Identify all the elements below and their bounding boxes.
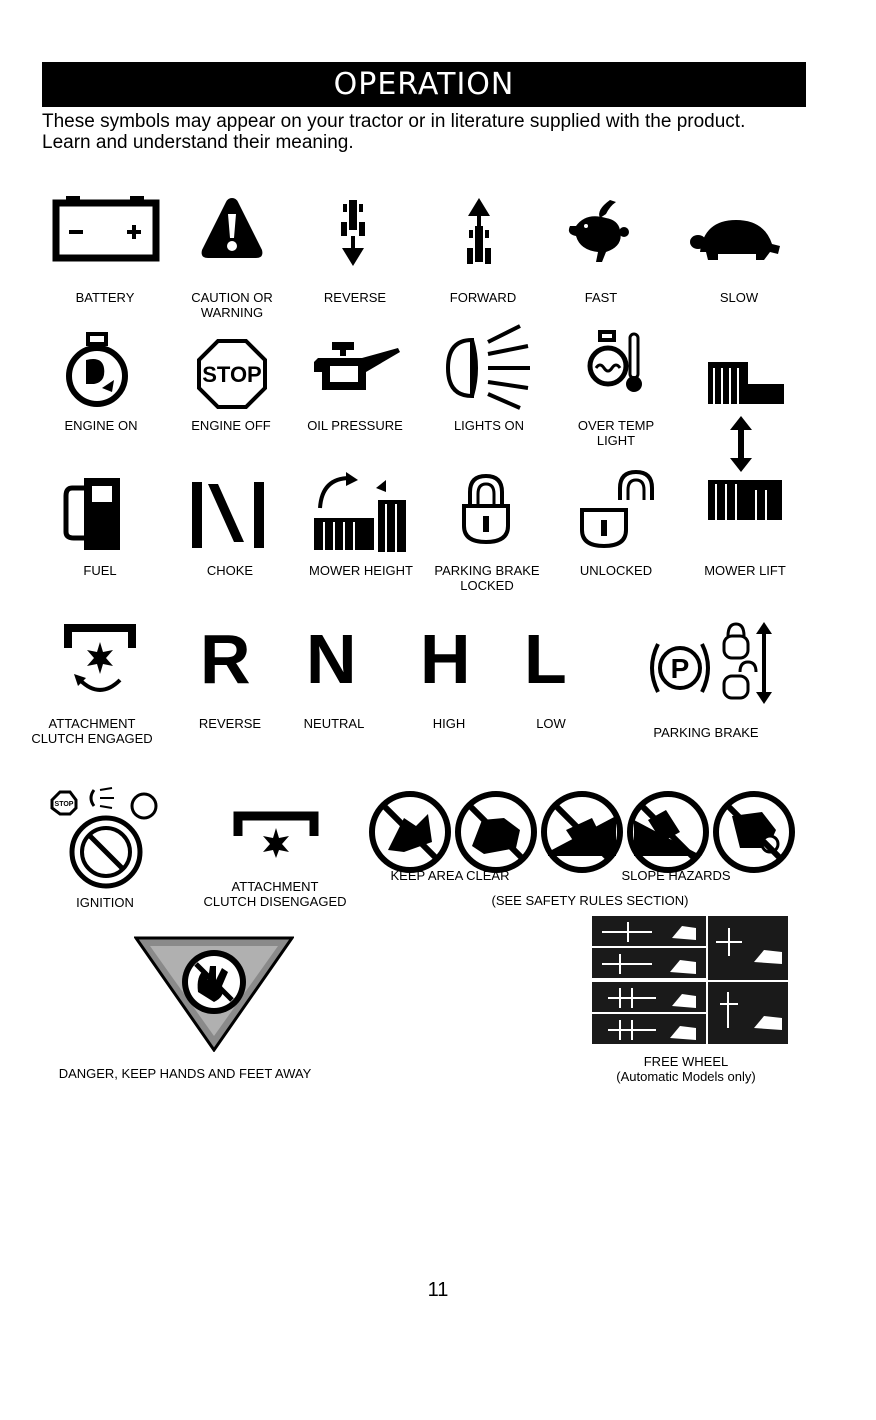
gear-letter-n: N [306, 620, 357, 698]
lift-arrow-icon [730, 416, 752, 472]
neutral-label: NEUTRAL [303, 716, 365, 731]
engine-off-label: ENGINE OFF [191, 418, 271, 433]
ignition-icon [44, 782, 168, 892]
low-label: LOW [536, 716, 566, 731]
choke-icon [190, 478, 270, 552]
mower-height-icon [310, 472, 376, 552]
reverse-gear-label: REVERSE [198, 716, 262, 731]
free-wheel-chart-icon [592, 916, 788, 1044]
section-header [42, 62, 806, 107]
intro-line-2: Learn and understand their meaning. [42, 132, 354, 153]
ignition-label: IGNITION [76, 895, 134, 910]
slow-label: SLOW [719, 290, 759, 305]
mower-height-grass-icon [376, 480, 408, 552]
stop-sign-icon [196, 338, 268, 410]
reverse-label: REVERSE [323, 290, 387, 305]
battery-label: BATTERY [75, 290, 135, 305]
slope-hazard-icon-2 [626, 790, 710, 874]
keep-area-clear-label: KEEP AREA CLEAR [390, 868, 510, 883]
danger-label: DANGER, KEEP HANDS AND FEET AWAY [58, 1066, 312, 1081]
slope-hazard-icon-1 [540, 790, 624, 874]
rabbit-icon [566, 196, 634, 266]
grass-tall-icon [704, 358, 786, 406]
oil-can-icon [312, 338, 402, 398]
slope-hazard-icon-3 [712, 790, 796, 874]
attachment-disengaged-label: ATTACHMENT CLUTCH DISENGAGED [203, 879, 347, 909]
reverse-arrow-icon [336, 196, 370, 268]
see-safety-label: (SEE SAFETY RULES SECTION) [491, 893, 689, 908]
oil-pressure-label: OIL PRESSURE [307, 418, 403, 433]
over-temp-label: OVER TEMP LIGHT [577, 418, 655, 448]
caution-label: CAUTION OR WARNING [191, 290, 273, 320]
grass-short-icon [704, 476, 786, 522]
mower-lift-label: MOWER LIFT [704, 563, 786, 578]
intro-line-1: These symbols may appear on your tractor or in literature supplied with the product. [42, 111, 746, 132]
attachment-engaged-icon [64, 620, 136, 700]
engine-temp-icon [586, 330, 642, 394]
lights-on-label: LIGHTS ON [453, 418, 525, 433]
gear-letter-h: H [420, 620, 471, 698]
keep-clear-icon-2 [454, 790, 538, 874]
page-title: OPERATION [333, 67, 515, 102]
parking-locked-label: PARKING BRAKE LOCKED [434, 563, 540, 593]
stop-text: STOP [202, 362, 262, 387]
fuel-pump-icon [62, 474, 128, 554]
ignition-stop-text: STOP [54, 801, 74, 808]
attachment-disengaged-icon [232, 808, 320, 858]
battery-icon [52, 196, 162, 262]
engine-on-label: ENGINE ON [64, 418, 138, 433]
choke-label: CHOKE [206, 563, 254, 578]
warning-icon [200, 196, 264, 260]
gear-letter-l: L [524, 620, 567, 698]
parking-p-letter: P [670, 653, 690, 684]
danger-hand-icon [134, 936, 294, 1052]
parking-lock-pair-icon [720, 620, 772, 706]
headlight-icon [446, 324, 536, 410]
free-wheel-label: FREE WHEEL (Automatic Models only) [616, 1054, 756, 1084]
turtle-icon [690, 216, 782, 262]
fast-label: FAST [584, 290, 618, 305]
mower-height-label: MOWER HEIGHT [309, 563, 413, 578]
padlock-locked-icon [462, 474, 510, 544]
intro-text [42, 111, 822, 153]
forward-label: FORWARD [449, 290, 517, 305]
gear-letter-r: R [200, 620, 251, 698]
padlock-unlocked-icon [580, 470, 660, 548]
attachment-engaged-label: ATTACHMENT CLUTCH ENGAGED [31, 716, 153, 746]
fuel-label: FUEL [83, 563, 117, 578]
page-number: 11 [427, 1279, 449, 1301]
forward-arrow-icon [462, 196, 496, 268]
slope-hazards-label: SLOPE HAZARDS [621, 868, 731, 883]
engine-on-icon [64, 332, 130, 412]
keep-clear-icon-1 [368, 790, 452, 874]
unlocked-label: UNLOCKED [579, 563, 653, 578]
parking-brake-p-icon [646, 636, 714, 700]
parking-brake-label: PARKING BRAKE [653, 725, 759, 740]
high-label: HIGH [432, 716, 466, 731]
